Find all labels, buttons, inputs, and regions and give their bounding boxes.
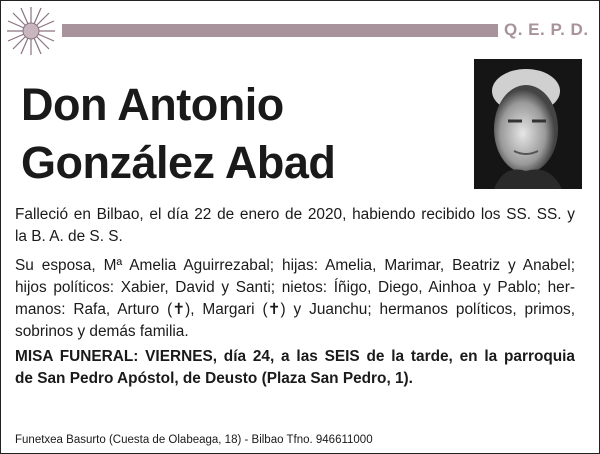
text-line: hijos políticos: Xabier, David y Santi; nietos: Íñigo, Diego, Ainhoa y Pablo; her- xyxy=(15,279,575,296)
deceased-name-line1: Don Antonio xyxy=(21,79,284,130)
funeral-paragraph xyxy=(15,346,575,390)
portrait-photo xyxy=(474,59,582,189)
text-line: sobrinos y demás familia. xyxy=(15,323,189,340)
family-paragraph xyxy=(15,255,575,343)
funeral-home-info: Funetxea Basurto (Cuesta de Olabeaga, 18) - Bilbao Tfno. 946611000 xyxy=(15,434,373,446)
death-paragraph xyxy=(15,204,575,248)
text-line: la B. A. de S. S. xyxy=(15,228,123,245)
text-line: manos: Rafa, Arturo (✝), Margari (✝) y Juanchu; hermanos políticos, primos, xyxy=(15,301,575,318)
thistle-flower-icon xyxy=(5,5,57,57)
header-band xyxy=(62,24,498,37)
text-line: MISA FUNERAL: VIERNES, día 24, a las SEIS de la tarde, en la parroquia xyxy=(15,348,575,365)
text-line: Su esposa, Mª Amelia Aguirrezabal; hijas: Amelia, Marimar, Beatriz y Anabel; xyxy=(15,257,575,274)
deceased-name-line2: González Abad xyxy=(21,137,336,188)
qepd-label: Q. E. P. D. xyxy=(504,20,589,39)
text-line: de San Pedro Apóstol, de Deusto (Plaza San Pedro, 1). xyxy=(15,370,413,387)
text-line: Falleció en Bilbao, el día 22 de enero de 2020, habiendo recibido los SS. SS. y xyxy=(15,206,575,223)
